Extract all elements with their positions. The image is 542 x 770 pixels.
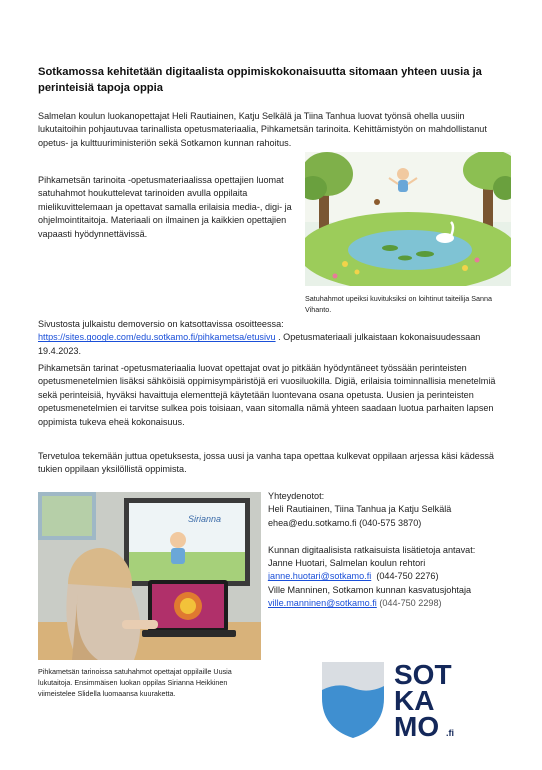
contacts-email-line: ehea@edu.sotkamo.fi (040-575 3870)	[268, 517, 422, 528]
methods-paragraph: Pihkametsän tarinat -opetusmateriaalia luovat opettajat ovat jo pitkään hyödyntäneet työssään perinteisten opetusmenetelmien lisäksi sähköisiä oppimisympäristöjä eri vuosiluokilla. Digiä, erilaisia toiminnallisia menetelmiä sekä perinteisiä, hyväksi havaittuja elementtejä käytetään luontevana osana opetusta. Uusien ja perinteisten opetusmenetelmien ei tarvitse sulkea pois toisiaan, vaan sitomalla nämä yhteen saadaan luotua parhaiten lapsen oppimista tukeva eheä kokonaisuus.	[38, 363, 496, 427]
contact-person-1: Janne Huotari, Salmelan koulun rehtori	[268, 558, 426, 569]
contacts-block	[268, 490, 518, 611]
contact-person-1-details	[268, 570, 518, 583]
story-illustration	[305, 152, 511, 286]
contacts-names: Heli Rautiainen, Tiina Tanhua ja Katju Selkälä	[268, 504, 452, 515]
illustration-caption: Satuhahmot upeiksi kuvituksiksi on loihtinut taiteilija Sanna Vihanto.	[305, 294, 492, 314]
sotkamo-logo	[318, 656, 468, 742]
release-text: . Opetusmateriaali julkaistaan kokonaisuudessaan 19.4.2023.	[38, 332, 481, 356]
contacts-heading: Yhteydenotot:	[268, 491, 325, 501]
pupil-photo	[38, 492, 261, 660]
demo-site-link[interactable]: https://sites.google.com/edu.sotkamo.fi/pihkametsa/etusivu	[38, 332, 276, 343]
logo-line-3: MO	[394, 711, 440, 742]
contact-person-2: Ville Manninen, Sotkamon kunnan kasvatusjohtaja	[268, 584, 472, 595]
screen-caption: Sirianna	[188, 514, 222, 524]
person1-phone: (044-750 2276)	[371, 571, 439, 582]
digi-heading: Kunnan digitaalisista ratkaisuista lisätietoja antavat:	[268, 544, 476, 555]
materials-paragraph: Pihkametsän tarinoita -opetusmateriaalissa opettajien luomat satuhahmot houkuttelevat tarinoiden avulla oppilaita mielikuvittelemaan ja opettavat samalla erilaisia media-, digi- ja ohjelmointitaitoja. Materiaali on ilmainen ja kaikkien opettajien vapaasti hyödynnettävissä.	[38, 175, 292, 239]
demo-text: Sivustosta julkaistu demoversio on katsottavissa osoitteessa:	[38, 319, 284, 329]
photo-caption: Pihkametsän tarinoissa satuhahmot opettajat oppilaille Uusia lukutaitoja. Ensimmäisen luokan oppilas Sirianna Heikkinen viimeistelee Slidella luomaansa kuuraketta.	[38, 667, 232, 699]
intro-paragraph: Salmelan koulun luokanopettajat Heli Rautiainen, Katju Selkälä ja Tiina Tanhua luovat työnsä ohella uusiin lukutaitoihin pohjautuvaa tarinallista opetusmateriaalia, Pihkametsän tarinoita. Kehittämistyön on mahdollistanut opetus- ja kulttuuriministeriön sekä Sotkamon kunnan rahoitus.	[38, 111, 487, 148]
welcome-paragraph: Tervetuloa tekemään juttua opetuksesta, jossa uusi ja vanha tapa opettaa kulkevat oppilaan arjessa käsi kädessä tukien oppilaan yksilöllistä oppimista.	[38, 451, 494, 475]
person2-phone: (044-750 2298)	[376, 598, 442, 609]
person2-email-link[interactable]: ville.manninen@sotkamo.fi	[268, 598, 377, 609]
logo-line-2: KA	[394, 685, 435, 716]
contact-person-2-details	[268, 597, 518, 610]
person1-email-link[interactable]: janne.huotari@sotkamo.fi	[268, 571, 372, 582]
article-title: Sotkamossa kehitetään digitaalista oppimiskokonaisuutta sitomaan yhteen uusia ja perinteisiä tapoja oppia	[38, 66, 482, 94]
logo-line-1: SOT	[394, 659, 452, 690]
demo-paragraph	[38, 318, 508, 358]
logo-suffix: .fi	[446, 728, 454, 738]
